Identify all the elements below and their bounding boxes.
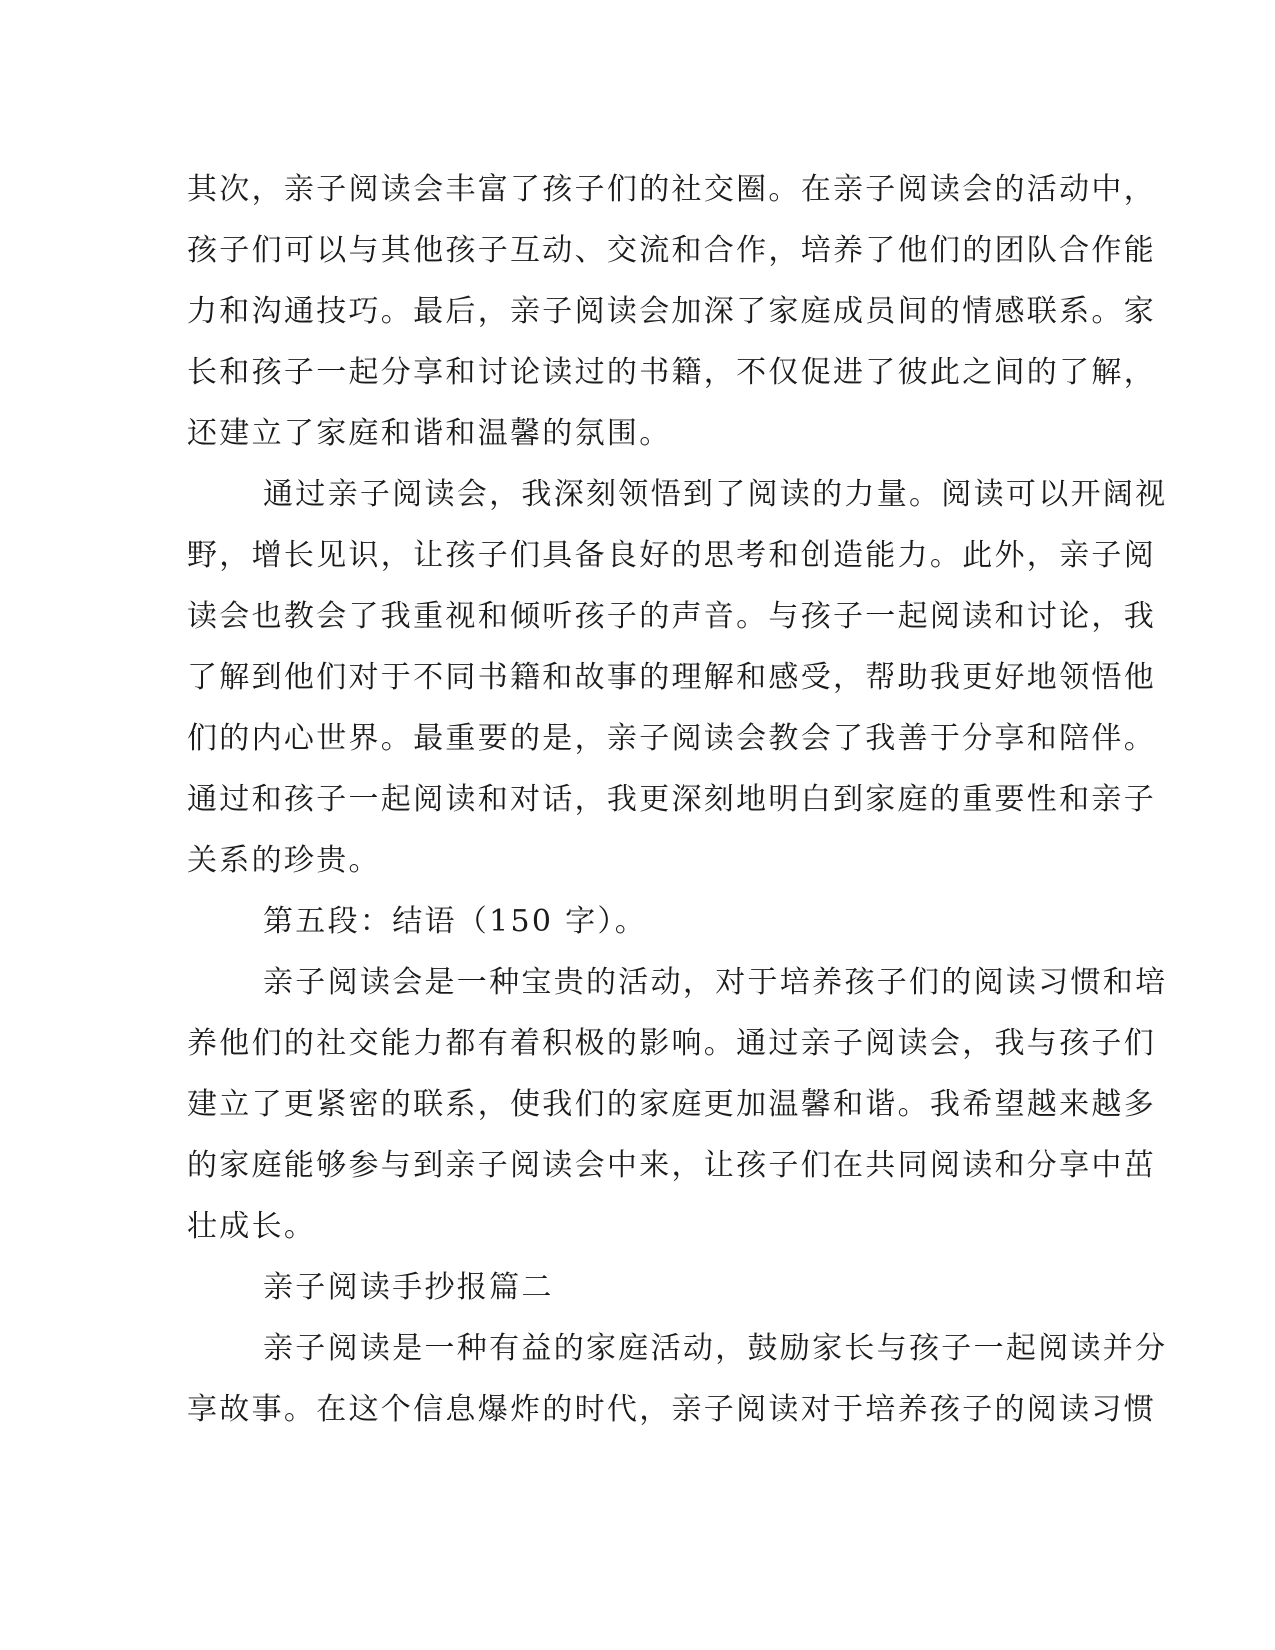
text-line: 关系的珍贵。 (187, 843, 381, 878)
text-line: 的家庭能够参与到亲子阅读会中来，让孩子们在共同阅读和分享中茁 (187, 1148, 1156, 1183)
text-line: 享故事。在这个信息爆炸的时代，亲子阅读对于培养孩子的阅读习惯 (187, 1392, 1156, 1427)
paragraph-social-circle (187, 159, 1156, 464)
text-line: 读会也教会了我重视和倾听孩子的声音。与孩子一起阅读和讨论，我 (187, 599, 1156, 634)
paragraph-conclusion (187, 952, 1168, 1257)
text-line: 亲子阅读是一种有益的家庭活动，鼓励家长与孩子一起阅读并分 (263, 1331, 1168, 1366)
text-line: 长和孩子一起分享和讨论读过的书籍，不仅促进了彼此之间的了解， (187, 355, 1156, 390)
text-line: 亲子阅读手抄报篇二 (263, 1270, 554, 1305)
text-line: 力和沟通技巧。最后，亲子阅读会加深了家庭成员间的情感联系。家 (187, 294, 1156, 329)
text-line: 通过亲子阅读会，我深刻领悟到了阅读的力量。阅读可以开阔视 (263, 477, 1168, 512)
text-line: 其次，亲子阅读会丰富了孩子们的社交圈。在亲子阅读会的活动中， (187, 172, 1156, 207)
text-line: 亲子阅读会是一种宝贵的活动，对于培养孩子们的阅读习惯和培 (263, 965, 1168, 1000)
paragraph-part-two-intro (187, 1318, 1168, 1440)
section-heading-conclusion (187, 891, 1067, 952)
text-line: 野，增长见识，让孩子们具备良好的思考和创造能力。此外，亲子阅 (187, 538, 1156, 573)
document-body (187, 159, 1168, 1440)
text-line: 第五段：结语（150 字）。 (263, 904, 647, 939)
text-line: 通过和孩子一起阅读和对话，我更深刻地明白到家庭的重要性和亲子 (187, 782, 1156, 817)
text-line: 建立了更紧密的联系，使我们的家庭更加温馨和谐。我希望越来越多 (187, 1087, 1156, 1122)
text-line: 孩子们可以与其他孩子互动、交流和合作，培养了他们的团队合作能 (187, 233, 1156, 268)
section-heading-part-two (187, 1257, 1067, 1318)
paragraph-reading-power (187, 464, 1168, 891)
text-line: 壮成长。 (187, 1209, 317, 1244)
text-line: 还建立了家庭和谐和温馨的氛围。 (187, 416, 672, 451)
text-line: 们的内心世界。最重要的是，亲子阅读会教会了我善于分享和陪伴。 (187, 721, 1156, 756)
text-line: 了解到他们对于不同书籍和故事的理解和感受，帮助我更好地领悟他 (187, 660, 1156, 695)
text-line: 养他们的社交能力都有着积极的影响。通过亲子阅读会，我与孩子们 (187, 1026, 1156, 1061)
